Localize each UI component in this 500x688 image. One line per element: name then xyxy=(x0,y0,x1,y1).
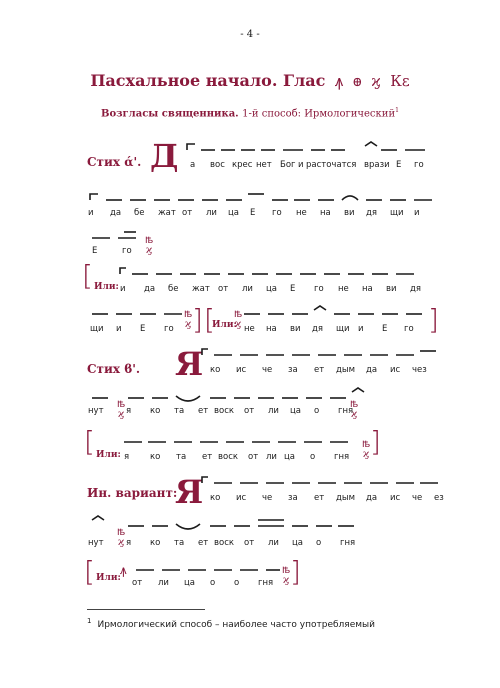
section-subtitle xyxy=(0,107,500,119)
subtitle-bold: Возгласы священника. xyxy=(101,108,243,120)
syllable: крес xyxy=(232,160,253,170)
syllable: ет xyxy=(202,452,213,462)
syllable: дым xyxy=(336,365,356,375)
syllable: гня xyxy=(258,578,274,588)
neume-line xyxy=(185,138,433,152)
syllable: и xyxy=(88,208,94,218)
syllable: та xyxy=(174,538,185,548)
syllable: воск xyxy=(218,452,239,462)
syllable: Е xyxy=(396,160,402,170)
bracket-close: ] xyxy=(290,555,301,588)
syllable: ис xyxy=(236,493,247,503)
neume-row-2 xyxy=(88,188,438,204)
syllable: гня xyxy=(334,452,350,462)
glas-hook-mark: ꙓ ϗ xyxy=(117,527,126,548)
verse1-lyrics-2 xyxy=(88,208,430,218)
syllable: жат xyxy=(158,208,176,218)
syllable: щи xyxy=(336,324,350,334)
syllable: на xyxy=(266,324,277,334)
syllable: жат xyxy=(192,284,210,294)
syllable: го xyxy=(272,208,282,218)
syllable: не xyxy=(296,208,307,218)
syllable: ли xyxy=(268,538,279,548)
variant-lyrics-2 xyxy=(88,538,362,548)
syllable: ет xyxy=(198,538,209,548)
syllable: го xyxy=(122,246,132,256)
syllable: и xyxy=(298,160,304,170)
ili-label: Или: xyxy=(212,320,237,330)
neume-line xyxy=(88,386,368,400)
verse2-dropcap: Я xyxy=(175,345,204,383)
syllable: воск xyxy=(214,406,235,416)
syllable: дя xyxy=(366,208,377,218)
syllable: ца xyxy=(184,578,195,588)
ili-label: Или: xyxy=(94,282,119,292)
neume-row-3 xyxy=(88,226,148,242)
verse2-lyrics-2 xyxy=(88,406,360,416)
page-number: - 4 - xyxy=(240,29,260,40)
neume-line xyxy=(200,471,440,485)
syllable: Бог xyxy=(280,160,296,170)
glas-hook-mark: ꙓ ϗ xyxy=(145,235,154,256)
neume-row-5a xyxy=(88,302,188,318)
syllable: Е xyxy=(382,324,388,334)
syllable: чез xyxy=(412,365,427,375)
syllable: ца xyxy=(292,538,303,548)
syllable: от xyxy=(218,284,229,294)
verse1-lyrics-1 xyxy=(190,160,432,170)
syllable: и xyxy=(120,284,126,294)
syllable: че xyxy=(262,493,273,503)
syllable: ис xyxy=(236,365,247,375)
syllable: ко xyxy=(150,406,161,416)
syllable: нут xyxy=(88,538,104,548)
syllable: о xyxy=(316,538,322,548)
syllable: ца xyxy=(266,284,277,294)
syllable: та xyxy=(174,406,185,416)
syllable: ко xyxy=(150,452,161,462)
syllable: че xyxy=(412,493,423,503)
syllable: от xyxy=(244,406,255,416)
syllable: ви xyxy=(386,284,397,294)
glas-hook-mark: ꙓ ϗ xyxy=(117,399,126,420)
syllable: го xyxy=(404,324,414,334)
syllable: дя xyxy=(312,324,323,334)
title-text: Пасхальное начало. Глас xyxy=(90,71,326,90)
syllable: врази xyxy=(364,160,390,170)
verse1-label: Стих ά'. xyxy=(87,155,142,169)
syllable: Е xyxy=(92,246,98,256)
verse2-lyrics-3 xyxy=(124,452,358,462)
syllable: расточатся xyxy=(306,160,357,170)
glas-glyph-2: ꚛ xyxy=(352,72,362,90)
syllable: и xyxy=(116,324,122,334)
syllable: гня xyxy=(338,406,354,416)
neume-line xyxy=(118,262,436,276)
syllable: Е xyxy=(290,284,296,294)
syllable: да xyxy=(110,208,122,218)
syllable: о xyxy=(234,578,240,588)
neume-line xyxy=(88,226,148,240)
glas-hook-mark: ꙓ ϗ xyxy=(234,309,243,330)
neume-row-10 xyxy=(88,514,358,534)
variant-lyrics-1 xyxy=(210,493,450,503)
neume-row-7 xyxy=(88,386,368,406)
bracket-close: ] xyxy=(370,425,381,458)
syllable: воск xyxy=(214,538,235,548)
syllable: ли xyxy=(158,578,169,588)
syllable: ли xyxy=(206,208,217,218)
bracket-open: [ xyxy=(204,303,215,336)
syllable: нут xyxy=(88,406,104,416)
syllable: от xyxy=(244,538,255,548)
syllable: ви xyxy=(344,208,355,218)
variant-lyrics-3 xyxy=(132,578,282,588)
glas-hook-mark: ꙓ ϗ xyxy=(362,439,371,460)
syllable: о xyxy=(314,406,320,416)
syllable: о xyxy=(210,578,216,588)
neume-line xyxy=(240,302,430,316)
neume-row-8 xyxy=(120,430,360,446)
syllable: дя xyxy=(410,284,421,294)
neume-line xyxy=(88,514,358,528)
syllable: от xyxy=(182,208,193,218)
variant-label: Ин. вариант: xyxy=(87,486,178,500)
neume-row-4 xyxy=(118,262,436,278)
syllable: от xyxy=(248,452,259,462)
syllable: та xyxy=(176,452,187,462)
bracket-open: [ xyxy=(84,555,95,588)
verse1-dropcap: Д xyxy=(150,137,179,175)
syllable: на xyxy=(320,208,331,218)
variant-dropcap: Я xyxy=(175,473,204,511)
neume-row-9 xyxy=(200,471,440,487)
syllable: от xyxy=(132,578,143,588)
neume-row-6 xyxy=(200,343,440,359)
glas-hook-mark: ꙓ ϗ xyxy=(282,565,291,586)
neume-line xyxy=(132,558,282,572)
footnote-ref: 1 xyxy=(395,107,399,114)
verse2-label: Стих ϐ'. xyxy=(87,362,141,376)
syllable: ет xyxy=(314,493,325,503)
glas-hook-mark: ꙓ ϗ xyxy=(184,309,193,330)
glas-glyph-1: ꙟ xyxy=(334,72,344,90)
neume-row-5b xyxy=(240,302,430,318)
syllable: ли xyxy=(266,452,277,462)
syllable: ли xyxy=(268,406,279,416)
syllable: я xyxy=(126,406,132,416)
verse1-lyrics-3 xyxy=(92,246,142,256)
footnote xyxy=(87,617,375,630)
syllable: дым xyxy=(336,493,356,503)
neume-row-1 xyxy=(185,138,433,154)
verse1-lyrics-5b xyxy=(244,324,424,334)
syllable: бе xyxy=(168,284,179,294)
syllable: ца xyxy=(290,406,301,416)
syllable: ис xyxy=(390,365,401,375)
syllable: гня xyxy=(340,538,356,548)
syllable: щи xyxy=(90,324,104,334)
syllable: ез xyxy=(434,493,444,503)
syllable: щи xyxy=(390,208,404,218)
syllable: ко xyxy=(150,538,161,548)
syllable: го xyxy=(164,324,174,334)
syllable: ко xyxy=(210,365,221,375)
neume-line xyxy=(120,430,360,444)
syllable: не xyxy=(244,324,255,334)
syllable: ет xyxy=(314,365,325,375)
neume-line xyxy=(88,188,438,202)
syllable: а xyxy=(190,160,196,170)
syllable: я xyxy=(124,452,130,462)
syllable: че xyxy=(262,365,273,375)
bracket-close: ] xyxy=(428,303,439,336)
verse2-lyrics-1 xyxy=(210,365,436,375)
syllable: ко xyxy=(210,493,221,503)
syllable: за xyxy=(288,493,298,503)
footnote-number: 1 xyxy=(87,617,92,625)
glas-glyph-3: ϗ xyxy=(371,72,381,90)
syllable: ца xyxy=(228,208,239,218)
footnote-divider xyxy=(87,609,205,610)
page-title xyxy=(0,71,500,91)
verse1-lyrics-5a xyxy=(90,324,184,334)
syllable: ис xyxy=(390,493,401,503)
syllable: и xyxy=(358,324,364,334)
syllable: го xyxy=(314,284,324,294)
syllable: вос xyxy=(210,160,225,170)
syllable: о xyxy=(310,452,316,462)
syllable: Е xyxy=(250,208,256,218)
syllable: ца xyxy=(284,452,295,462)
syllable: ли xyxy=(242,284,253,294)
syllable: я xyxy=(126,538,132,548)
bracket-open: [ xyxy=(82,259,93,292)
syllable: да xyxy=(366,493,378,503)
bracket-open: [ xyxy=(84,425,95,458)
syllable: го xyxy=(414,160,424,170)
syllable: на xyxy=(362,284,373,294)
syllable: не xyxy=(338,284,349,294)
syllable: за xyxy=(288,365,298,375)
footnote-text: Ирмологический способ – наиболее часто употребляемый xyxy=(97,620,376,630)
glas-hook-mark: ꙓ ϗ xyxy=(350,399,359,420)
neume-row-11 xyxy=(132,558,282,574)
ili-label: Или: xyxy=(96,573,121,583)
syllable: да xyxy=(144,284,156,294)
glas-glyph-4: Кε xyxy=(390,72,410,90)
verse1-lyrics-4 xyxy=(120,284,430,294)
neume-line xyxy=(88,302,188,316)
neume-line xyxy=(200,343,440,357)
syllable: и xyxy=(414,208,420,218)
syllable: да xyxy=(366,365,378,375)
syllable: ви xyxy=(290,324,301,334)
bracket-close: ] xyxy=(192,303,203,336)
subtitle-rest: 1-й способ: Ирмологический xyxy=(242,108,396,120)
syllable: ет xyxy=(198,406,209,416)
ili-label: Или: xyxy=(96,450,121,460)
syllable: Е xyxy=(140,324,146,334)
syllable: нет xyxy=(256,160,272,170)
syllable: бе xyxy=(134,208,145,218)
glas-glyph-mark: ꙟ xyxy=(120,563,127,577)
